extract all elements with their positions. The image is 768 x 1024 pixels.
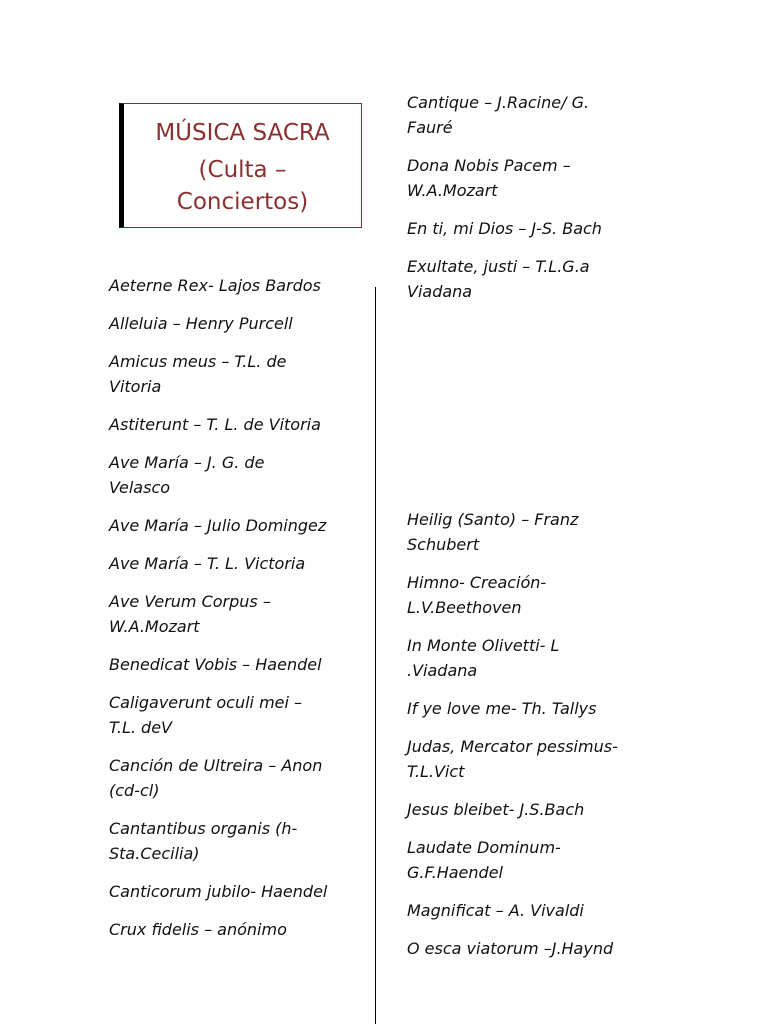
song-entry-line: Velasco (109, 478, 171, 497)
song-entry (109, 690, 369, 740)
song-entry-line: Cantique – J.Racine/ G. (407, 93, 590, 112)
song-entry-line: Schubert (407, 535, 480, 554)
song-entry-line: Jesus bleibet- J.S.Bach (407, 800, 585, 819)
song-entry-line: Crux fidelis – anónimo (109, 920, 287, 939)
song-entry (109, 753, 369, 803)
song-entry-line: Benedicat Vobis – Haendel (109, 655, 322, 674)
song-entry (407, 507, 657, 557)
document-subtitle (124, 154, 361, 218)
song-entry-line: Caligaverunt oculi mei – (109, 693, 303, 712)
song-entry (407, 216, 657, 241)
song-entry-line: L.V.Beethoven (407, 598, 522, 617)
subtitle-line-2: Conciertos) (176, 189, 309, 215)
song-entry-line: Canción de Ultreira – Anon (109, 756, 323, 775)
song-entry (407, 835, 657, 885)
song-entry-line: Vitoria (109, 377, 162, 396)
song-entry (407, 797, 657, 822)
song-entry (109, 349, 369, 399)
song-entry-line: Canticorum jubilo- Haendel (109, 882, 328, 901)
song-entry-line: Exultate, justi – T.L.G.a (407, 257, 590, 276)
right-column-top-list (407, 90, 657, 317)
song-entry (407, 570, 657, 620)
song-entry (109, 412, 369, 437)
song-entry (407, 153, 657, 203)
document-title: MÚSICA SACRA (155, 120, 330, 146)
song-entry-line: (cd-cl) (109, 781, 160, 800)
song-entry-line: Ave María – T. L. Victoria (109, 554, 306, 573)
song-entry-line: Viadana (407, 282, 473, 301)
title-box (119, 103, 362, 228)
song-entry (109, 917, 369, 942)
song-entry-line: Magnificat – A. Vivaldi (407, 901, 584, 920)
subtitle-line-1: (Culta – (198, 157, 287, 183)
song-entry-line: T.L. deV (109, 718, 172, 737)
song-entry-line: Fauré (407, 118, 453, 137)
song-entry-line: In Monte Olivetti- L (407, 636, 560, 655)
song-entry-line: Aeterne Rex- Lajos Bardos (109, 276, 321, 295)
song-entry-line: Himno- Creación- (407, 573, 547, 592)
song-entry (407, 90, 657, 140)
song-entry-line: W.A.Mozart (109, 617, 200, 636)
song-entry-line: W.A.Mozart (407, 181, 498, 200)
song-entry-line: En ti, mi Dios – J-S. Bach (407, 219, 602, 238)
song-entry (109, 311, 369, 336)
song-entry-line: Ave Verum Corpus – (109, 592, 271, 611)
song-entry (109, 589, 369, 639)
song-entry-line: .Viadana (407, 661, 478, 680)
left-column-list (109, 273, 369, 955)
song-entry (407, 633, 657, 683)
right-column-bottom-list (407, 507, 657, 974)
song-entry-line: Alleluia – Henry Purcell (109, 314, 293, 333)
song-entry-line: Cantantibus organis (h- (109, 819, 298, 838)
song-entry (407, 696, 657, 721)
song-entry-line: G.F.Haendel (407, 863, 503, 882)
song-entry (109, 816, 369, 866)
song-entry (109, 273, 369, 298)
song-entry (109, 652, 369, 677)
song-entry (109, 551, 369, 576)
song-entry-line: Ave María – J. G. de (109, 453, 265, 472)
song-entry-line: Amicus meus – T.L. de (109, 352, 287, 371)
song-entry (407, 734, 657, 784)
song-entry-line: T.L.Vict (407, 762, 465, 781)
song-entry (109, 879, 369, 904)
song-entry (407, 898, 657, 923)
song-entry (109, 513, 369, 538)
song-entry-line: Heilig (Santo) – Franz (407, 510, 579, 529)
column-divider (375, 287, 376, 1024)
song-entry-line: Ave María – Julio Domingez (109, 516, 327, 535)
song-entry-line: Judas, Mercator pessimus- (407, 737, 618, 756)
song-entry-line: Astiterunt – T. L. de Vitoria (109, 415, 321, 434)
song-entry-line: Dona Nobis Pacem – (407, 156, 571, 175)
song-entry-line: Laudate Dominum- (407, 838, 561, 857)
song-entry-line: If ye love me- Th. Tallys (407, 699, 597, 718)
song-entry (407, 254, 657, 304)
song-entry-line: Sta.Cecilia) (109, 844, 200, 863)
song-entry (407, 936, 657, 961)
song-entry (109, 450, 369, 500)
song-entry-line: O esca viatorum –J.Haynd (407, 939, 614, 958)
